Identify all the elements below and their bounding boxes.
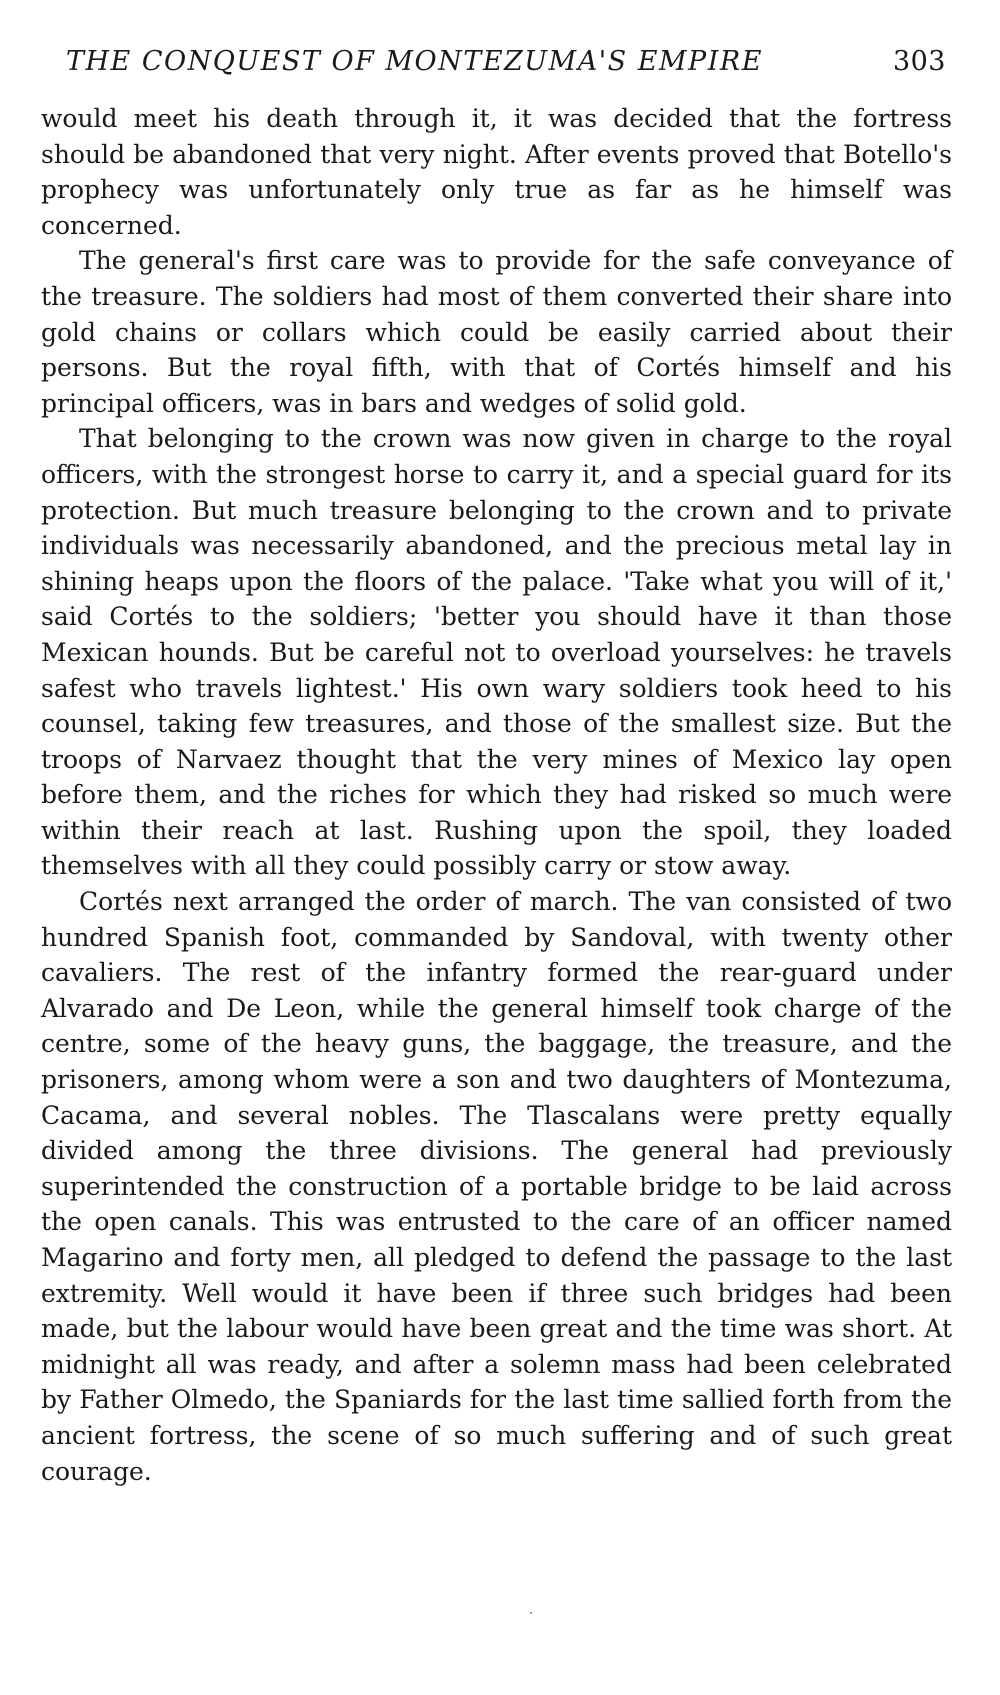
page-number: 303 — [892, 46, 946, 77]
body-text — [41, 101, 952, 1489]
paragraph-continued: would meet his death through it, it was decided that the fortress should be abandoned that very night. After events proved that Botello's prophecy was unfortunately only true as far as he himself was concerned. — [41, 104, 952, 240]
paragraph-treasure-conveyance: The general's first care was to provide for the safe conveyance of the treasure. The soldiers had most of them converted their share into gold chains or collars which could be easily carried about their persons. But the royal fifth, with that of Cortés himself and his principal officers, was in bars and wedges of solid gold. — [41, 246, 952, 418]
running-head — [66, 46, 946, 86]
running-title: THE CONQUEST OF MONTEZUMA'S EMPIRE — [66, 46, 763, 77]
print-speck — [530, 1612, 532, 1614]
paragraph-order-of-march: Cortés next arranged the order of march. The van consisted of two hundred Spanish foot, commanded by Sandoval, with twenty other cavaliers. The rest of the infantry formed the rear-guard under Alvarado and De Leon, while the general himself took charge of the centre, some of the heavy guns, the baggage, the treasure, and the prisoners, among whom were a son and two daughters of Montezuma, Cacama, and several nobles. The Tlascalans were pretty equally divided among the three divisions. The general had previously superintended the construction of a portable bridge to be laid across the open canals. This was entrusted to the care of an officer named Magarino and forty men, all pledged to defend the passage to the last extremity. Well would it have been if three such bridges had been made, but the labour would have been great and the time was short. At midnight all was ready, and after a solemn mass had been celebrated by Father Olmedo, the Spaniards for the last time sallied forth from the ancient fortress, the scene of so much suffering and of such great courage. — [41, 887, 952, 1486]
paragraph-abandoned-treasure: That belonging to the crown was now given in charge to the royal officers, with the strongest horse to carry it, and a special guard for its protection. But much treasure belonging to the crown and to private individuals was necessarily abandoned, and the precious metal lay in shining heaps upon the floors of the palace. 'Take what you will of it,' said Cortés to the soldiers; 'better you should have it than those Mexican hounds. But be careful not to overload yourselves: he travels safest who travels lightest.' His own wary soldiers took heed to his counsel, taking few treasures, and those of the smallest size. But the troops of Narvaez thought that the very mines of Mexico lay open before them, and the riches for which they had risked so much were within their reach at last. Rushing upon the spoil, they loaded themselves with all they could possibly carry or stow away. — [41, 424, 952, 881]
